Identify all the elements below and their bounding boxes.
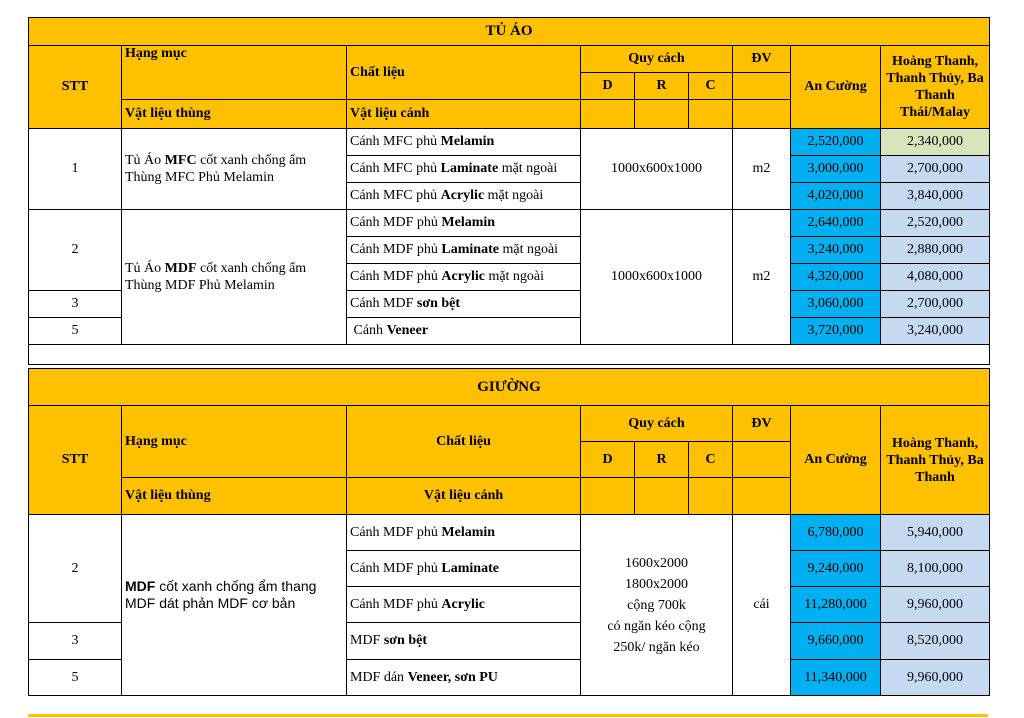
header-stt: STT xyxy=(29,46,122,129)
header-dv: ĐV xyxy=(733,46,791,73)
chat-lieu-text: Cánh MDF phủ xyxy=(350,524,442,540)
chat-lieu-text: mặt ngoài xyxy=(498,161,558,176)
chat-lieu-cell xyxy=(347,515,581,551)
header-blank xyxy=(689,100,733,129)
giuong-table xyxy=(28,368,990,696)
chat-lieu-cell xyxy=(347,318,581,345)
header-vat-lieu-canh: Vật liệu cánh xyxy=(347,478,581,515)
chat-lieu-text: Cánh MDF phủ xyxy=(350,596,442,612)
size-cell xyxy=(581,515,733,696)
price-an-cuong: 11,340,000 xyxy=(791,660,881,696)
price-an-cuong: 9,240,000 xyxy=(791,551,881,587)
header-blank xyxy=(635,100,689,129)
hang-muc-line2: Thùng MDF Phủ Melamin xyxy=(125,278,275,293)
chat-lieu-cell xyxy=(347,264,581,291)
section-title-giuong: GIƯỜNG xyxy=(29,369,990,406)
chat-lieu-cell xyxy=(347,156,581,183)
price-hoang-thanh: 2,880,000 xyxy=(881,237,990,264)
chat-lieu-text: mặt ngoài xyxy=(484,188,544,203)
header-blank xyxy=(581,478,635,515)
stt-cell: 2 xyxy=(29,210,122,291)
hang-muc-cell xyxy=(122,515,347,696)
size-cell: 1000x600x1000 xyxy=(581,129,733,210)
price-an-cuong: 2,520,000 xyxy=(791,129,881,156)
size-line: 250k/ ngăn kéo xyxy=(613,639,700,655)
chat-lieu-cell xyxy=(347,587,581,623)
chat-lieu-bold: Veneer, sơn PU xyxy=(407,669,498,685)
header-c: C xyxy=(689,442,733,478)
header-vat-lieu-thung: Vật liệu thùng xyxy=(122,100,347,129)
size-line: có ngăn kéo cộng xyxy=(607,618,706,634)
size-line: 1600x2000 xyxy=(625,555,688,571)
chat-lieu-text: Cánh MDF phủ xyxy=(350,269,442,284)
price-hoang-thanh: 3,840,000 xyxy=(881,183,990,210)
chat-lieu-text: mặt ngoài xyxy=(498,242,559,257)
price-hoang-thanh: 2,340,000 xyxy=(881,129,990,156)
chat-lieu-text: MDF xyxy=(350,633,384,648)
hang-muc-cell xyxy=(122,210,347,345)
header-dv-blank xyxy=(733,73,791,100)
header-an-cuong: An Cường xyxy=(791,406,881,515)
table-row xyxy=(29,129,990,156)
header-stt: STT xyxy=(29,406,122,515)
stt-cell: 1 xyxy=(29,129,122,210)
header-an-cuong: An Cường xyxy=(791,46,881,129)
size-cell: 1000x600x1000 xyxy=(581,210,733,345)
chat-lieu-bold: Laminate xyxy=(440,161,499,176)
chat-lieu-text: Cánh MDF xyxy=(350,296,417,311)
chat-lieu-text: mặt ngoài xyxy=(484,269,545,284)
table-row xyxy=(29,210,990,237)
hang-muc-text: cốt xanh chống ẩm thang MDF dát phản MDF cơ bản xyxy=(125,578,317,611)
hang-muc-text: cốt xanh chống ẩm xyxy=(196,153,307,168)
header-r: R xyxy=(635,73,689,100)
stt-cell: 5 xyxy=(29,660,122,696)
price-hoang-thanh: 9,960,000 xyxy=(881,660,990,696)
price-hoang-thanh: 2,520,000 xyxy=(881,210,990,237)
chat-lieu-cell xyxy=(347,129,581,156)
stt-cell: 5 xyxy=(29,318,122,345)
price-hoang-thanh: 8,100,000 xyxy=(881,551,990,587)
header-blank xyxy=(733,478,791,515)
header-dv: ĐV xyxy=(733,406,791,442)
header-vat-lieu-canh: Vật liệu cánh xyxy=(347,100,581,129)
price-an-cuong: 3,720,000 xyxy=(791,318,881,345)
hang-muc-bold: MFC xyxy=(164,153,197,168)
chat-lieu-text: Cánh xyxy=(350,323,387,338)
hang-muc-bold: MDF xyxy=(125,578,156,594)
header-r: R xyxy=(635,442,689,478)
unit-cell: m2 xyxy=(733,210,791,345)
chat-lieu-bold: sơn bệt xyxy=(416,296,461,311)
header-c: C xyxy=(689,73,733,100)
chat-lieu-bold: Melamin xyxy=(441,524,496,540)
hang-muc-line2: Thùng MFC Phủ Melamin xyxy=(125,170,274,185)
unit-cell: cái xyxy=(733,515,791,696)
header-blank xyxy=(733,100,791,129)
hang-muc-text: Tủ Áo xyxy=(125,153,165,168)
chat-lieu-text: Cánh MFC phủ xyxy=(350,134,441,149)
chat-lieu-text: Cánh MFC phủ xyxy=(350,161,441,176)
chat-lieu-bold: sơn bệt xyxy=(383,633,428,648)
price-hoang-thanh: 2,700,000 xyxy=(881,156,990,183)
table-row xyxy=(29,515,990,551)
unit-cell: m2 xyxy=(733,129,791,210)
spacer-row xyxy=(29,345,990,365)
header-blank xyxy=(689,478,733,515)
stt-cell: 3 xyxy=(29,623,122,660)
size-line: 1800x2000 xyxy=(625,576,688,592)
header-chat-lieu: Chất liệu xyxy=(347,46,581,100)
chat-lieu-cell xyxy=(347,237,581,264)
header-dv-blank xyxy=(733,442,791,478)
chat-lieu-text: MDF dán xyxy=(350,669,408,685)
header-hoang-thanh: Hoàng Thanh, Thanh Thủy, Ba Thanh Thái/Malay xyxy=(881,46,990,129)
chat-lieu-text: Cánh MFC phủ xyxy=(350,188,441,203)
price-an-cuong: 2,640,000 xyxy=(791,210,881,237)
chat-lieu-bold: Veneer xyxy=(386,323,429,338)
price-hoang-thanh: 3,240,000 xyxy=(881,318,990,345)
header-hoang-thanh: Hoàng Thanh, Thanh Thủy, Ba Thanh xyxy=(881,406,990,515)
stt-cell: 3 xyxy=(29,291,122,318)
chat-lieu-bold: Laminate xyxy=(441,560,499,576)
price-an-cuong: 4,320,000 xyxy=(791,264,881,291)
chat-lieu-cell xyxy=(347,551,581,587)
price-hoang-thanh: 8,520,000 xyxy=(881,623,990,660)
header-quy-cach: Quy cách xyxy=(581,406,733,442)
chat-lieu-cell xyxy=(347,183,581,210)
header-d: D xyxy=(581,442,635,478)
chat-lieu-text: Cánh MDF phủ xyxy=(350,215,442,230)
price-an-cuong: 3,060,000 xyxy=(791,291,881,318)
header-vat-lieu-thung: Vật liệu thùng xyxy=(122,478,347,515)
price-hoang-thanh: 4,080,000 xyxy=(881,264,990,291)
price-hoang-thanh: 5,940,000 xyxy=(881,515,990,551)
chat-lieu-cell xyxy=(347,210,581,237)
price-hoang-thanh: 9,960,000 xyxy=(881,587,990,623)
header-hang-muc: Hạng mục xyxy=(122,46,347,100)
section-title-tu-ao: TỦ ÁO xyxy=(29,18,990,46)
chat-lieu-bold: Melamin xyxy=(440,134,495,149)
header-chat-lieu: Chất liệu xyxy=(347,406,581,478)
chat-lieu-cell xyxy=(347,623,581,660)
hang-muc-text: cốt xanh chống ẩm xyxy=(196,261,307,276)
chat-lieu-cell xyxy=(347,291,581,318)
chat-lieu-cell xyxy=(347,660,581,696)
tu-ao-table xyxy=(28,17,990,365)
header-blank xyxy=(635,478,689,515)
chat-lieu-bold: Acrylic xyxy=(441,269,485,284)
price-an-cuong: 6,780,000 xyxy=(791,515,881,551)
hang-muc-bold: MDF xyxy=(164,261,197,276)
stt-cell: 2 xyxy=(29,515,122,623)
price-an-cuong: 3,000,000 xyxy=(791,156,881,183)
price-hoang-thanh: 2,700,000 xyxy=(881,291,990,318)
price-an-cuong: 9,660,000 xyxy=(791,623,881,660)
chat-lieu-bold: Acrylic xyxy=(440,188,485,203)
header-blank xyxy=(581,100,635,129)
price-an-cuong: 11,280,000 xyxy=(791,587,881,623)
hang-muc-cell xyxy=(122,129,347,210)
chat-lieu-bold: Laminate xyxy=(441,242,499,257)
header-hang-muc: Hạng mục xyxy=(122,406,347,478)
chat-lieu-text: Cánh MDF phủ xyxy=(350,560,442,576)
price-an-cuong: 3,240,000 xyxy=(791,237,881,264)
size-line: cộng 700k xyxy=(627,597,686,613)
chat-lieu-text: Cánh MDF phủ xyxy=(350,242,442,257)
hang-muc-text: Tủ Áo xyxy=(125,261,165,276)
header-d: D xyxy=(581,73,635,100)
price-an-cuong: 4,020,000 xyxy=(791,183,881,210)
chat-lieu-bold: Acrylic xyxy=(441,596,485,612)
bottom-divider xyxy=(28,714,988,717)
chat-lieu-bold: Melamin xyxy=(441,215,496,230)
header-quy-cach: Quy cách xyxy=(581,46,733,73)
